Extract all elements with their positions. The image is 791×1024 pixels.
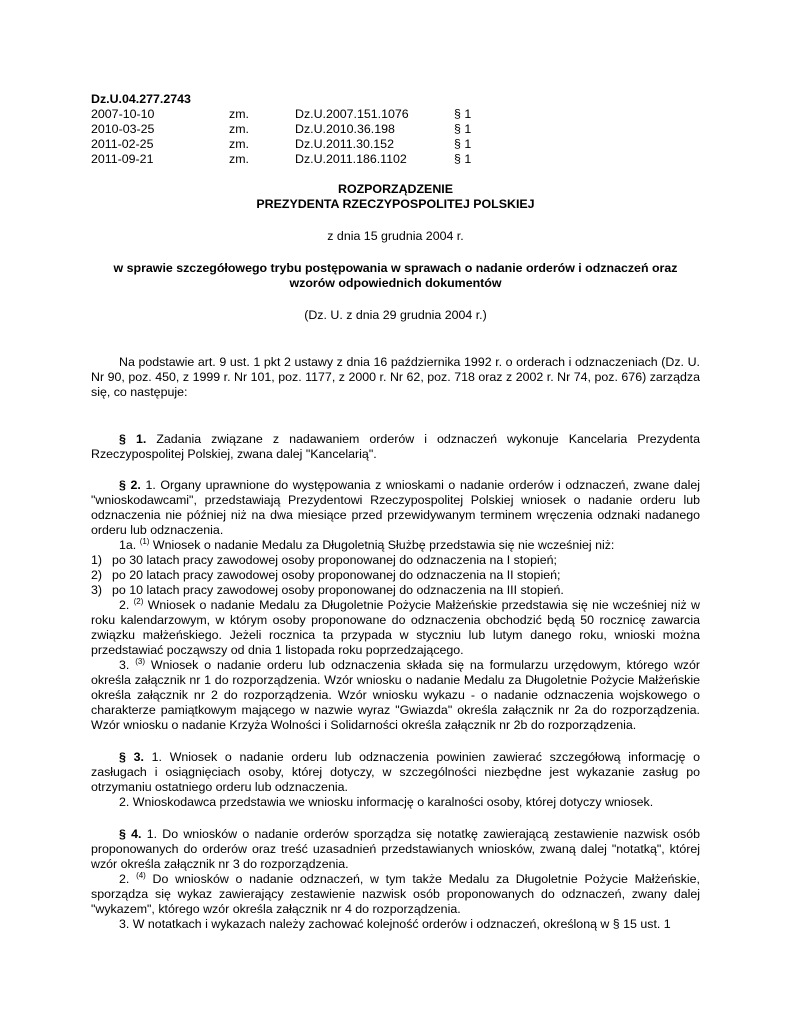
section-label: § 2. [119, 478, 141, 492]
paragraph-3: 3. W notatkach i wykazach należy zachować kolejność orderów i odznaczeń, określoną w § 15 ust. 1 [119, 917, 671, 931]
amendment-type: zm. [229, 137, 249, 151]
preamble: Na podstawie art. 9 ust. 1 pkt 2 ustawy z dnia 16 października 1992 r. o orderach i odznaczeniach (Dz. U. Nr 90, poz. 450, z 1999 r. Nr 101, poz. 1177, z 2000 r. Nr 62, poz. 718 oraz z 2002 r. Nr 74, poz. 676) zarządza się, co następuje: [91, 355, 700, 399]
section-text: Zadania związane z nadawaniem orderów i odznaczeń wykonuje Kancelaria Prezydenta Rzeczypospolitej Polskiej, zwana dalej "Kancelarią". [91, 432, 700, 461]
amendment-date: 2007-10-10 [91, 107, 155, 121]
amendment-para: § 1 [454, 152, 472, 166]
list-item [91, 568, 700, 583]
list-item [91, 583, 700, 598]
paragraph-number: 1a. [119, 538, 137, 552]
amendment-row [91, 122, 700, 137]
amendment-type: zm. [229, 122, 249, 136]
document-id: Dz.U.04.277.2743 [91, 92, 191, 106]
paragraph-number: 2. [119, 872, 130, 886]
amendment-ref: Dz.U.2007.151.1076 [295, 107, 409, 121]
footnote-ref: (1) [139, 537, 150, 546]
section-1 [91, 432, 700, 462]
paragraph-text: Wniosek o nadanie Medalu za Długoletnie Pożycie Małżeńskie przedstawia się nie wcześniej niż w roku kalendarzowym, w którym osoby proponowane do odznaczenia obchodzić będą 50 rocznicę zawarcia związku małżeńskiego. Jeżeli rocznica ta przypada w styczniu lub lutym danego roku, wnioski można przedstawiać począwszy od dnia 1 listopada roku poprzedzającego. [91, 598, 700, 657]
list-number: 2) [91, 568, 103, 582]
list-number: 3) [91, 583, 103, 597]
amendment-row [91, 152, 700, 167]
list-text: po 10 latach pracy zawodowej osoby proponowanej do odznaczenia na III stopień. [112, 583, 564, 597]
paragraph-number: 3. [119, 658, 130, 672]
document-date: z dnia 15 grudnia 2004 r. [327, 229, 464, 243]
amendment-para: § 1 [454, 122, 472, 136]
title-line-2: PREZYDENTA RZECZYPOSPOLITEJ POLSKIEJ [256, 197, 535, 211]
amendment-para: § 1 [454, 137, 472, 151]
section-text: 1. Organy uprawnione do występowania z wnioskami o nadanie orderów i odznaczeń, zwane dalej "wnioskodawcami", przedstawiają Prezydentowi Rzeczypospolitej Polskiej wniosek o nadanie orderu lub odznaczenia nie później niż na dwa miesiące przed przewidywanym terminem wręczenia odznaki nadanego orderu lub odznaczenia. [91, 478, 700, 537]
section-label: § 3. [119, 750, 144, 764]
paragraph-3 [91, 658, 700, 733]
amendment-date: 2010-03-25 [91, 122, 155, 136]
amendments-table [91, 107, 700, 167]
footnote-ref: (3) [135, 657, 145, 666]
amendment-row [91, 107, 700, 122]
amendment-type: zm. [229, 107, 249, 121]
list-item [91, 553, 700, 568]
title-line-1: ROZPORZĄDZENIE [338, 182, 453, 196]
section-label: § 1. [119, 432, 147, 446]
paragraph-text: Do wniosków o nadanie odznaczeń, w tym także Medalu za Długoletnie Pożycie Małżeńskie, sporządza się wykaz zawierający zestawienie nazwisk osób proponowanych do odznaczeń, zwany dalej "wykazem", którego wzór określa załącznik nr 4 do rozporządzenia. [91, 872, 700, 916]
paragraph-2 [91, 872, 700, 917]
paragraph-text: Wniosek o nadanie Medalu za Długoletnią Służbę przedstawia się nie wcześniej niż: [149, 538, 615, 552]
section-label: § 4. [119, 827, 142, 841]
amendment-ref: Dz.U.2011.186.1102 [295, 152, 407, 166]
section-text: 1. Do wniosków o nadanie orderów sporządza się notatkę zawierającą zestawienie nazwisk osób proponowanych do orderów oraz treść uzasadnień przedstawianych wniosków, zwaną dalej "notatką", której wzór określa załącznik nr 3 do rozporządzenia. [91, 827, 700, 871]
amendment-row [91, 137, 700, 152]
paragraph-2: 2. Wnioskodawca przedstawia we wniosku informację o karalności osoby, której dotyczy wniosek. [119, 795, 654, 809]
section-text: 1. Wniosek o nadanie orderu lub odznaczenia powinien zawierać szczegółową informację o zasługach i osiągnięciach osoby, której dotyczy, w szczególności niezbędne jest wykazanie zasług po otrzymaniu ostatniego orderu lub odznaczenia. [91, 750, 700, 794]
amendment-date: 2011-02-25 [91, 137, 154, 151]
paragraph-2 [91, 598, 700, 658]
document-page [91, 92, 700, 932]
section-3 [91, 750, 700, 795]
footnote-ref: (2) [133, 597, 144, 606]
amendment-para: § 1 [454, 107, 472, 121]
document-subject: w sprawie szczegółowego trybu postępowania w sprawach o nadanie orderów i odznaczeń oraz wzorów odpowiednich dokumentów [113, 261, 678, 290]
paragraph-1a [91, 538, 700, 553]
document-title [91, 182, 700, 212]
section-2 [91, 478, 700, 538]
footnote-ref: (4) [136, 871, 146, 880]
amendment-type: zm. [229, 152, 249, 166]
list-text: po 20 latach pracy zawodowej osoby proponowanej do odznaczenia na II stopień; [112, 568, 561, 582]
paragraph-number: 2. [119, 598, 130, 612]
section-4 [91, 827, 700, 872]
list-text: po 30 latach pracy zawodowej osoby proponowanej do odznaczenia na I stopień; [112, 553, 557, 567]
paragraph-text: Wniosek o nadanie orderu lub odznaczenia składa się na formularzu urzędowym, którego wzór określa załącznik nr 1 do rozporządzenia. Wzór wniosku o nadanie Medalu za Długoletnie Pożycie Małżeńskie określa załącznik nr 2 do rozporządzenia. Wzór wniosku wykazu - o nadanie odznaczenia wojskowego o charakterze pamiątkowym mającego w nazwie wyraz "Gwiazda" określa załącznik nr 2a do rozporządzenia. Wzór wniosku o nadanie Krzyża Wolności i Solidarności określa załącznik nr 2b do rozporządzenia. [91, 658, 700, 732]
amendment-ref: Dz.U.2010.36.198 [295, 122, 395, 136]
amendment-ref: Dz.U.2011.30.152 [295, 137, 394, 151]
publication-info: (Dz. U. z dnia 29 grudnia 2004 r.) [304, 308, 487, 322]
list-number: 1) [91, 553, 103, 567]
amendment-date: 2011-09-21 [91, 152, 154, 166]
